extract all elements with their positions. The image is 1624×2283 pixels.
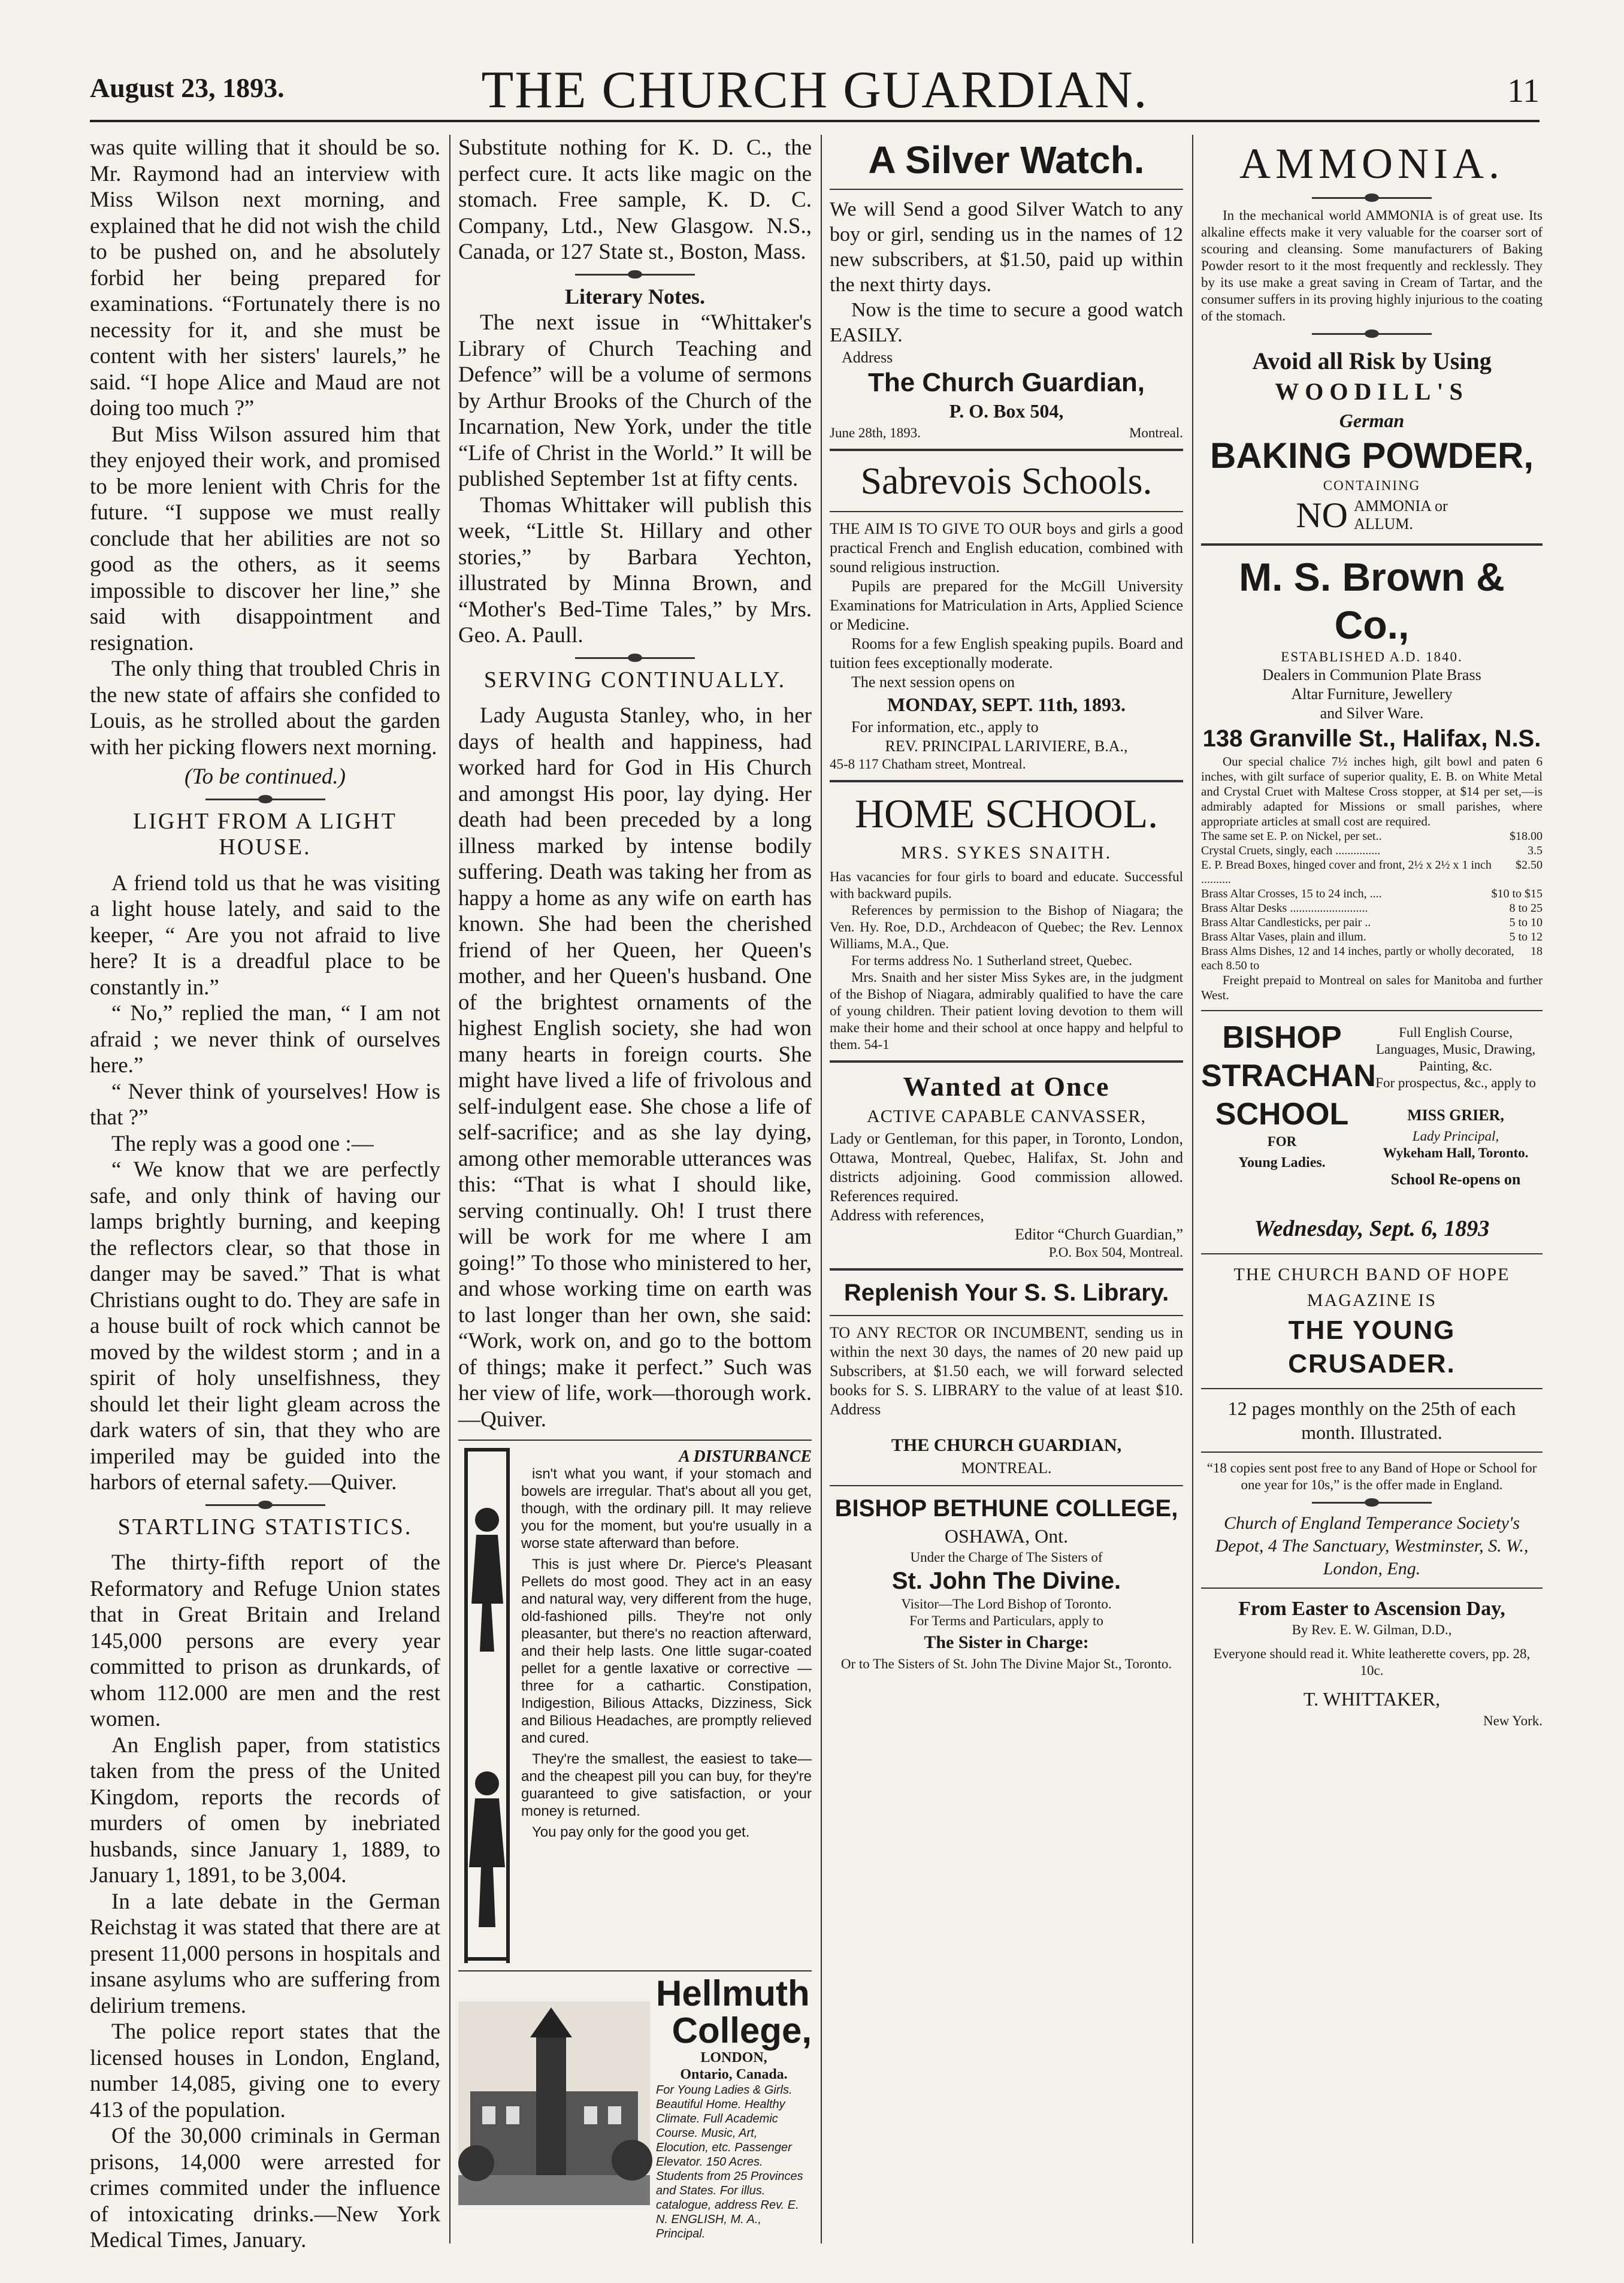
column-3: [830, 135, 1183, 2231]
hellmuth-body: For Young Ladies & Girls. Beautiful Home. Healthy Climate. Full Academic Course. Music, Art, Elocution, etc. Passenger Elevator. 150 Acres. Students from 25 Provinces and States. For illus. catalogue, address Rev. E. N. ENGLISH, M. A., Principal.: [656, 2084, 803, 2240]
price-item: E. P. Bread Boxes, hinged cover and front, 2½ x 2½ x 1 inch ..........: [1201, 858, 1492, 886]
bishop-bethune-title: BISHOP BETHUNE COLLEGE,: [834, 1495, 1178, 1522]
sabrevois-paragraph: For information, etc., apply to: [851, 718, 1039, 736]
silver-watch-body: We will Send a good Silver Watch to any boy or girl, sending us in the names of 12 new subscribers, at $1.50, paid up within the next thirty days.: [830, 198, 1183, 296]
price-value: 3.5: [1528, 843, 1543, 857]
library-city: MONTREAL.: [961, 1459, 1052, 1477]
disturbance-figure-illustration: [458, 1448, 518, 1963]
serving-paragraph: Lady Augusta Stanley, who, in her days of health and happiness, had worked hard for God in His Church and amongst His poor, lay dying. Her death had been preceded by a long illness marked by intense bodily suffering. Death was taking her from as happy a home as any wife on earth has known. She had been the cherished friend of her Queen, her Queen's mother, and her Queen's husband. One of the brightest ornaments of the highest English society, she had won many hearts in foreign courts. She might have lived a life of frivolous and self-indulgent ease. She chose a life of self-sacrifice; and as she lay dying, among other memorable utterances was this: “That is what I should like, serving continually. Oh! I trust there will be work for me where I am going!” To those who ministered to her, and whose working time on earth was to last longer than her own, she said: “Work, work on, and go to the bottom of things; make it perfect.” Such was her view of life, work—thorough work.—Quiver.: [458, 703, 812, 1432]
price-row: [1201, 829, 1543, 843]
bishop-strachan-left: [1201, 1018, 1376, 1177]
literary-paragraph: The next issue in “Whittaker's Library of Church Teaching and Defence” will be a volume of sermons by Arthur Brooks of the Church of the Incarnation, New York, under the title “Life of Christ in the World.” It will be published September 1st at fifty cents.: [458, 310, 812, 491]
wanted-subtitle: ACTIVE CAPABLE CANVASSER,: [867, 1106, 1146, 1126]
section-separator: [575, 274, 695, 276]
sabrevois-paragraph: The next session opens on: [851, 673, 1015, 691]
baking-powder-title: BAKING POWDER,: [1210, 435, 1534, 476]
price-row: [1201, 901, 1543, 915]
containing-label: CONTAINING: [1323, 477, 1421, 493]
disturbance-paragraph: isn't what you want, if your stomach and bowels are irregular. That's about all you get, though, with the ordinary pill. It may relieve you for the moment, but you're usually in a worse state afterward than before.: [521, 1466, 812, 1552]
lighthouse-paragraph: A friend told us that he was visiting a light house lately, and said to the keeper, “ Are you not afraid to live here? It is a dreadful place to be constantly in.”: [90, 870, 440, 1000]
bishop-strachan-young: Young Ladies.: [1238, 1154, 1326, 1171]
sabrevois-paragraph: Rooms for a few English speaking pupils. Board and tuition fees exceptionally moderate.: [830, 634, 1183, 672]
price-item: Brass Alms Dishes, 12 and 14 inches, partly or wholly decorated, each 8.50 to: [1201, 944, 1514, 972]
easter-city: New York.: [1483, 1713, 1543, 1728]
column-rule: [821, 135, 822, 2243]
young-crusader-pages: 12 pages monthly on the 25th of each month. Illustrated.: [1227, 1397, 1516, 1443]
price-row: [1201, 887, 1543, 901]
ad-rule: [830, 1315, 1183, 1316]
price-row: [1201, 944, 1543, 973]
price-row: [1201, 930, 1543, 944]
ad-rule: [1201, 1587, 1543, 1589]
ad-rule: [1201, 1452, 1543, 1453]
bishop-strachan-reopen: School Re-opens on: [1390, 1171, 1521, 1188]
ad-rule: [1201, 1253, 1543, 1254]
young-crusader-copies: “18 copies sent post free to any Band of Hope or School for one year for 10s,” is the offer made in England.: [1206, 1460, 1537, 1492]
ms-brown-dealers: Dealers in Communion Plate Brass: [1262, 666, 1481, 684]
statistics-paragraph: The thirty-fifth report of the Reformatory and Refuge Union states that in Great Britain and Ireland 145,000 persons are every year committed to prison as drunkards, of whom 112.000 are men and the rest women.: [90, 1550, 440, 1731]
price-value: 18: [1531, 944, 1543, 958]
ad-rule: [830, 1485, 1183, 1486]
price-item: Brass Altar Candlesticks, per pair ..: [1201, 915, 1371, 929]
sabrevois-address: 45-8 117 Chatham street, Montreal.: [830, 757, 1026, 772]
issue-date: August 23, 1893.: [90, 72, 285, 103]
price-value: $18.00: [1510, 829, 1543, 843]
section-separator: [1312, 197, 1432, 199]
ms-brown-freight: Freight prepaid to Montreal on sales for Manitoba and further West.: [1201, 972, 1543, 1002]
serving-heading: SERVING CONTINUALLY.: [483, 667, 787, 693]
bishop-strachan-title-2: STRACHAN: [1201, 1058, 1376, 1093]
wanted-box: P.O. Box 504, Montreal.: [1048, 1245, 1183, 1260]
bishop-strachan-for: FOR: [1267, 1133, 1297, 1149]
ad-rule: [1201, 543, 1543, 546]
bishop-strachan-date: Wednesday, Sept. 6, 1893: [1254, 1215, 1490, 1241]
bishop-strachan-ad: [1201, 1018, 1543, 1246]
lighthouse-paragraph: “ We know that we are perfectly safe, and only think of having our lamps brightly burning, and keeping the reflectors clear, so that those in danger may be saved.” That is what Christians ought to do. They are safe in a house built of rock which cannot be moved by the wildest storm ; and in a spirit of holy unselfishness, they should let their light gleam across the dark waters of sin, that they who are imperiled may be guided into the harbors of eternal safety.—Quiver.: [90, 1157, 440, 1495]
bishop-strachan-title-3: SCHOOL: [1215, 1096, 1349, 1132]
hellmuth-title: Hellmuth: [656, 1973, 810, 2013]
price-row: [1201, 915, 1543, 930]
ms-brown-title: M. S. Brown & Co.,: [1239, 554, 1505, 647]
disturbance-heading: A DISTURBANCE: [679, 1447, 812, 1466]
bishop-strachan-right: [1369, 1024, 1543, 1193]
price-value: $10 to $15: [1491, 887, 1543, 900]
ms-brown-altar: Altar Furniture, Jewellery: [1291, 685, 1453, 703]
column-2: [458, 135, 812, 2240]
library-title: Replenish Your S. S. Library.: [843, 1280, 1169, 1306]
hellmuth-college-ad: [458, 1970, 812, 2240]
section-separator: [205, 799, 325, 800]
home-school-paragraph: Mrs. Snaith and her sister Miss Sykes are, in the judgment of the Bishop of Niagara, admirably qualified to have the care of young children. Their patient loving devotion to them will make their home and their school at once happy and helpful to them. 54-1: [830, 969, 1183, 1052]
sabrevois-paragraph: THE AIM IS TO GIVE TO OUR boys and girls a good practical French and English education, combined with sound religious instruction.: [830, 519, 1183, 576]
german-label: German: [1339, 410, 1405, 431]
ms-brown-established: ESTABLISHED A.D. 1840.: [1281, 649, 1463, 664]
statistics-paragraph: Of the 30,000 criminals in German prisons, 14,000 were arrested for crimes commited under the influence of intoxicating drinks.—New York Medical Times, January.: [90, 2124, 440, 2252]
disturbance-paragraph: This is just where Dr. Pierce's Pleasant Pellets do most good. They act in an easy and natural way, very different from the huge, old-fashioned pills. They're not only pleasanter, but there's no reaction afterward, and their help lasts. One little sugar-coated pellet for a gentle laxative or corrective —three for a cathartic. Constipation, Indigestion, Bilious Attacks, Dizziness, Sick and Bilious Headaches, are promptly relieved and cured.: [521, 1556, 812, 1746]
disturbance-text: [521, 1448, 812, 1844]
ad-rule: [1201, 1010, 1543, 1011]
library-cg: THE CHURCH GUARDIAN,: [891, 1435, 1122, 1455]
section-separator: [1312, 333, 1432, 335]
bishop-bethune-sister: The Sister in Charge:: [924, 1632, 1089, 1652]
ad-rule: [1201, 1388, 1543, 1389]
bishop-strachan-title: BISHOP: [1222, 1020, 1342, 1055]
price-value: $2.50: [1516, 858, 1543, 872]
lighthouse-paragraph: “ No,” replied the man, “ I am not afraid ; we never think of ourselves here.”: [90, 1001, 440, 1078]
ad-rule: [830, 1060, 1183, 1063]
bishop-bethune-saint: St. John The Divine.: [891, 1568, 1121, 1594]
price-value: 8 to 25: [1509, 901, 1543, 915]
price-list: [1201, 829, 1543, 973]
pierce-pellets-ad: [458, 1448, 812, 1963]
section-separator: [205, 1504, 325, 1506]
college-building-illustration: [458, 2001, 650, 2205]
sabrevois-date: MONDAY, SEPT. 11th, 1893.: [887, 693, 1126, 715]
hellmuth-location: LONDON,: [700, 2050, 767, 2066]
young-crusader-intro: THE CHURCH BAND OF HOPE: [1233, 1264, 1510, 1284]
literary-paragraph: Thomas Whittaker will publish this week, “Little St. Hillary and other stories,” by Barbara Yechton, illustrated by Minna Brown, and “Mother's Bed-Time Tales,” by Mrs. Geo. A. Paull.: [458, 492, 812, 648]
story-paragraph: But Miss Wilson assured him that they enjoyed their work, and promised to be more lenient with Chris for the future. “I suppose we must really conclude that her abilities are not so good as the others, as it seems impossible to discover her line,” she said with disappointment and resignation.: [90, 422, 440, 655]
church-guardian-box: P. O. Box 504,: [949, 400, 1064, 422]
bishop-bethune-city: OSHAWA, Ont.: [944, 1525, 1069, 1547]
bishop-strachan-hall: Wykeham Hall, Toronto.: [1383, 1145, 1529, 1160]
price-item: Crystal Cruets, singly, each ...............: [1201, 843, 1381, 857]
price-item: Brass Altar Desks ..........................: [1201, 901, 1368, 915]
page-number: 11: [1507, 72, 1540, 110]
bishop-bethune-terms: For Terms and Particulars, apply to: [909, 1613, 1103, 1628]
price-item: The same set E. P. on Nickel, per set..: [1201, 829, 1382, 843]
bishop-strachan-lady: Lady Principal,: [1412, 1129, 1499, 1144]
bishop-strachan-prospectus: For prospectus, &c., apply to: [1375, 1075, 1536, 1090]
easter-by: By Rev. E. W. Gilman, D.D.,: [1292, 1622, 1452, 1637]
wanted-paragraph: Address with references,: [830, 1206, 984, 1224]
lighthouse-heading: LIGHT FROM A LIGHT HOUSE.: [133, 808, 397, 860]
ad-rule: [830, 780, 1183, 782]
story-paragraph: was quite willing that it should be so. Mr. Raymond had an interview with Miss Wilson next morning, and explained that he did not wish the child to be pushed on, and he absolutely forbid her being prepared for examinations. “Fortunately there is no necessity for it, and she must be content with her sisters' laurels,” he said. “I hope Alice and Maud are not doing too much ?”: [90, 135, 440, 421]
dateline-city: Montreal.: [1129, 425, 1183, 440]
avoid-risk: Avoid all Risk by Using: [1252, 347, 1492, 374]
statistics-paragraph: In a late debate in the German Reichstag it was stated that there are at present 11,000 persons in hospitals and insane asylums who are suffering from delirium tremens.: [90, 1889, 440, 2018]
continued-note: (To be continued.): [185, 764, 346, 789]
price-item: Brass Altar Crosses, 15 to 24 inch, ....: [1201, 887, 1382, 900]
dateline-date: June 28th, 1893.: [830, 425, 921, 440]
wanted-paragraph: Lady or Gentleman, for this paper, in Toronto, London, Ottawa, Montreal, Quebec, Halifax, St. John and districts adjoining. Good commission allowed. References required.: [830, 1130, 1183, 1205]
lighthouse-paragraph: The reply was a good one :—: [111, 1131, 374, 1156]
price-value: 5 to 12: [1509, 930, 1543, 944]
bishop-strachan-course: Full English Course, Languages, Music, Drawing, Painting, &c.: [1375, 1024, 1536, 1074]
newspaper-title: THE CHURCH GUARDIAN.: [481, 61, 1148, 119]
ms-brown-silver: and Silver Ware.: [1320, 704, 1424, 722]
ad-rule: [458, 1440, 812, 1441]
column-rule: [449, 135, 450, 2243]
literary-notes-heading: Literary Notes.: [565, 284, 705, 309]
hellmuth-text: [656, 1975, 812, 2241]
young-crusader-intro-2: MAGAZINE IS: [1307, 1290, 1437, 1310]
hellmuth-title-2: College,: [672, 2010, 812, 2051]
ms-brown-body: Our special chalice 7½ inches high, gilt bowl and paten 6 inches, with gilt surface of superior quality, E. B. on White Metal and Crystal Cruet with Maltese Cross stopper, at $14 per set,—is admirably adapted for Missions or small parishes, where appropriate articles at small cost are required.: [1201, 754, 1543, 828]
church-guardian-name: The Church Guardian,: [867, 368, 1145, 397]
price-row: [1201, 843, 1543, 858]
kdc-notice: Substitute nothing for K. D. C., the perfect cure. It acts like magic on the stomach. Free sample, K. D. C. Company, Ltd., New Glasgow. N.S., Canada, or 127 State st., Boston, Mass.: [458, 135, 812, 264]
silver-watch-title: A Silver Watch.: [868, 138, 1145, 182]
woodill-name: WOODILL'S: [1275, 378, 1469, 405]
ms-brown-address: 138 Granville St., Halifax, N.S.: [1202, 725, 1541, 752]
library-paragraph: TO ANY RECTOR OR INCUMBENT, sending us in within the next 30 days, the names of 20 new paid up Subscribers, at $1.50 each, we will forward selected books for S. S. LIBRARY to the value of at least $10. Address: [830, 1324, 1183, 1418]
masthead: [90, 60, 1540, 122]
price-value: 5 to 10: [1509, 915, 1543, 929]
home-school-name: MRS. SYKES SNAITH.: [900, 843, 1112, 863]
price-row: [1201, 858, 1543, 887]
no-label: NO: [1296, 495, 1348, 535]
ad-rule: [830, 449, 1183, 451]
price-item: Brass Altar Vases, plain and illum.: [1201, 930, 1366, 944]
easter-title: From Easter to Ascension Day,: [1238, 1597, 1505, 1620]
easter-publisher: T. WHITTAKER,: [1303, 1688, 1441, 1710]
no-ammonia-block: [1201, 494, 1543, 536]
story-paragraph: The only thing that troubled Chris in the new state of affairs she confided to Louis, as he strolled about the garden with her picking flowers next morning.: [90, 657, 440, 760]
disturbance-paragraph: You pay only for the good you get.: [532, 1824, 750, 1840]
column-1: [90, 135, 440, 2252]
easter-body: Everyone should read it. White leatherette covers, pp. 28, 10c.: [1213, 1646, 1531, 1678]
ad-rule: [830, 189, 1183, 190]
section-separator: [1312, 1502, 1432, 1504]
statistics-paragraph: An English paper, from statistics taken from the press of the United Kingdom, reports the records of murders of omen by inebriated husbands, since January 1, 1889, to January 1, 1891, to be 3,004.: [90, 1732, 440, 1888]
ad-rule: [830, 511, 1183, 512]
home-school-paragraph: References by permission to the Bishop of Niagara; the Ven. Hy. Roe, D.D., Archdeacon of Quebec; the Rev. Lennox Williams, M.A., Que.: [830, 902, 1183, 951]
ammonia-allum-lines: [1354, 497, 1448, 533]
home-school-paragraph: For terms address No. 1 Sutherland street, Quebec.: [851, 952, 1132, 968]
statistics-heading: STARTLING STATISTICS.: [117, 1514, 413, 1540]
disturbance-paragraph: They're the smallest, the easiest to take—and the cheapest pill you can buy, for they're guaranteed to give satisfaction, or your money is returned.: [521, 1751, 812, 1819]
ad-rule: [830, 1268, 1183, 1271]
sabrevois-paragraph: Pupils are prepared for the McGill University Examinations for Matriculation in Arts, Applied Science or Medicine.: [830, 577, 1183, 633]
column-rule: [1192, 135, 1193, 2243]
bishop-bethune-visitor: Visitor—The Lord Bishop of Toronto.: [901, 1596, 1112, 1611]
allum: ALLUM.: [1353, 515, 1413, 533]
wanted-editor: Editor “Church Guardian,”: [1015, 1226, 1183, 1243]
bishop-bethune-under: Under the Charge of The Sisters of: [910, 1550, 1103, 1565]
address-label: Address: [842, 349, 893, 366]
hellmuth-location-2: Ontario, Canada.: [680, 2067, 788, 2082]
home-school-title: HOME SCHOOL.: [854, 791, 1159, 836]
home-school-paragraph: Has vacancies for four girls to board and educate. Successful with backward pupils.: [830, 869, 1183, 901]
ammonia-or: AMMONIA or: [1353, 497, 1448, 515]
wanted-title: Wanted at Once: [903, 1071, 1110, 1102]
ammonia-body: In the mechanical world AMMONIA is of great use. Its alkaline effects make it very valuable for the coarser sort of scouring and cleansing. Some manufacturers of Baking Powder resort to it the most frequently and recklessly. They by its use make a great saving in Cream of Tartar, and the consumer suffers in its proving highly injurious to the coating of the stomach.: [1201, 208, 1543, 323]
young-crusader-depot: Church of England Temperance Society's Depot, 4 The Sanctuary, Westminster, S. W., London, Eng.: [1215, 1513, 1529, 1579]
section-separator: [575, 657, 695, 659]
lighthouse-paragraph: “ Never think of yourselves! How is that ?”: [90, 1079, 440, 1130]
young-crusader-title: THE YOUNG CRUSADER.: [1288, 1315, 1456, 1378]
ammonia-title: AMMONIA.: [1239, 140, 1504, 188]
silver-watch-body-2: Now is the time to secure a good watch EASILY.: [830, 299, 1183, 346]
sabrevois-title: Sabrevois Schools.: [860, 459, 1153, 502]
column-4: [1201, 135, 1543, 2231]
bishop-strachan-grier: MISS GRIER,: [1407, 1106, 1504, 1124]
statistics-paragraph: The police report states that the licensed houses in London, England, number 14,085, giving one to every 413 of the population.: [90, 2019, 440, 2122]
sabrevois-principal: REV. PRINCIPAL LARIVIERE, B.A.,: [885, 737, 1128, 755]
bishop-bethune-address: Or to The Sisters of St. John The Divine Major St., Toronto.: [840, 1656, 1172, 1671]
church-guardian-dateline: [830, 425, 1183, 442]
